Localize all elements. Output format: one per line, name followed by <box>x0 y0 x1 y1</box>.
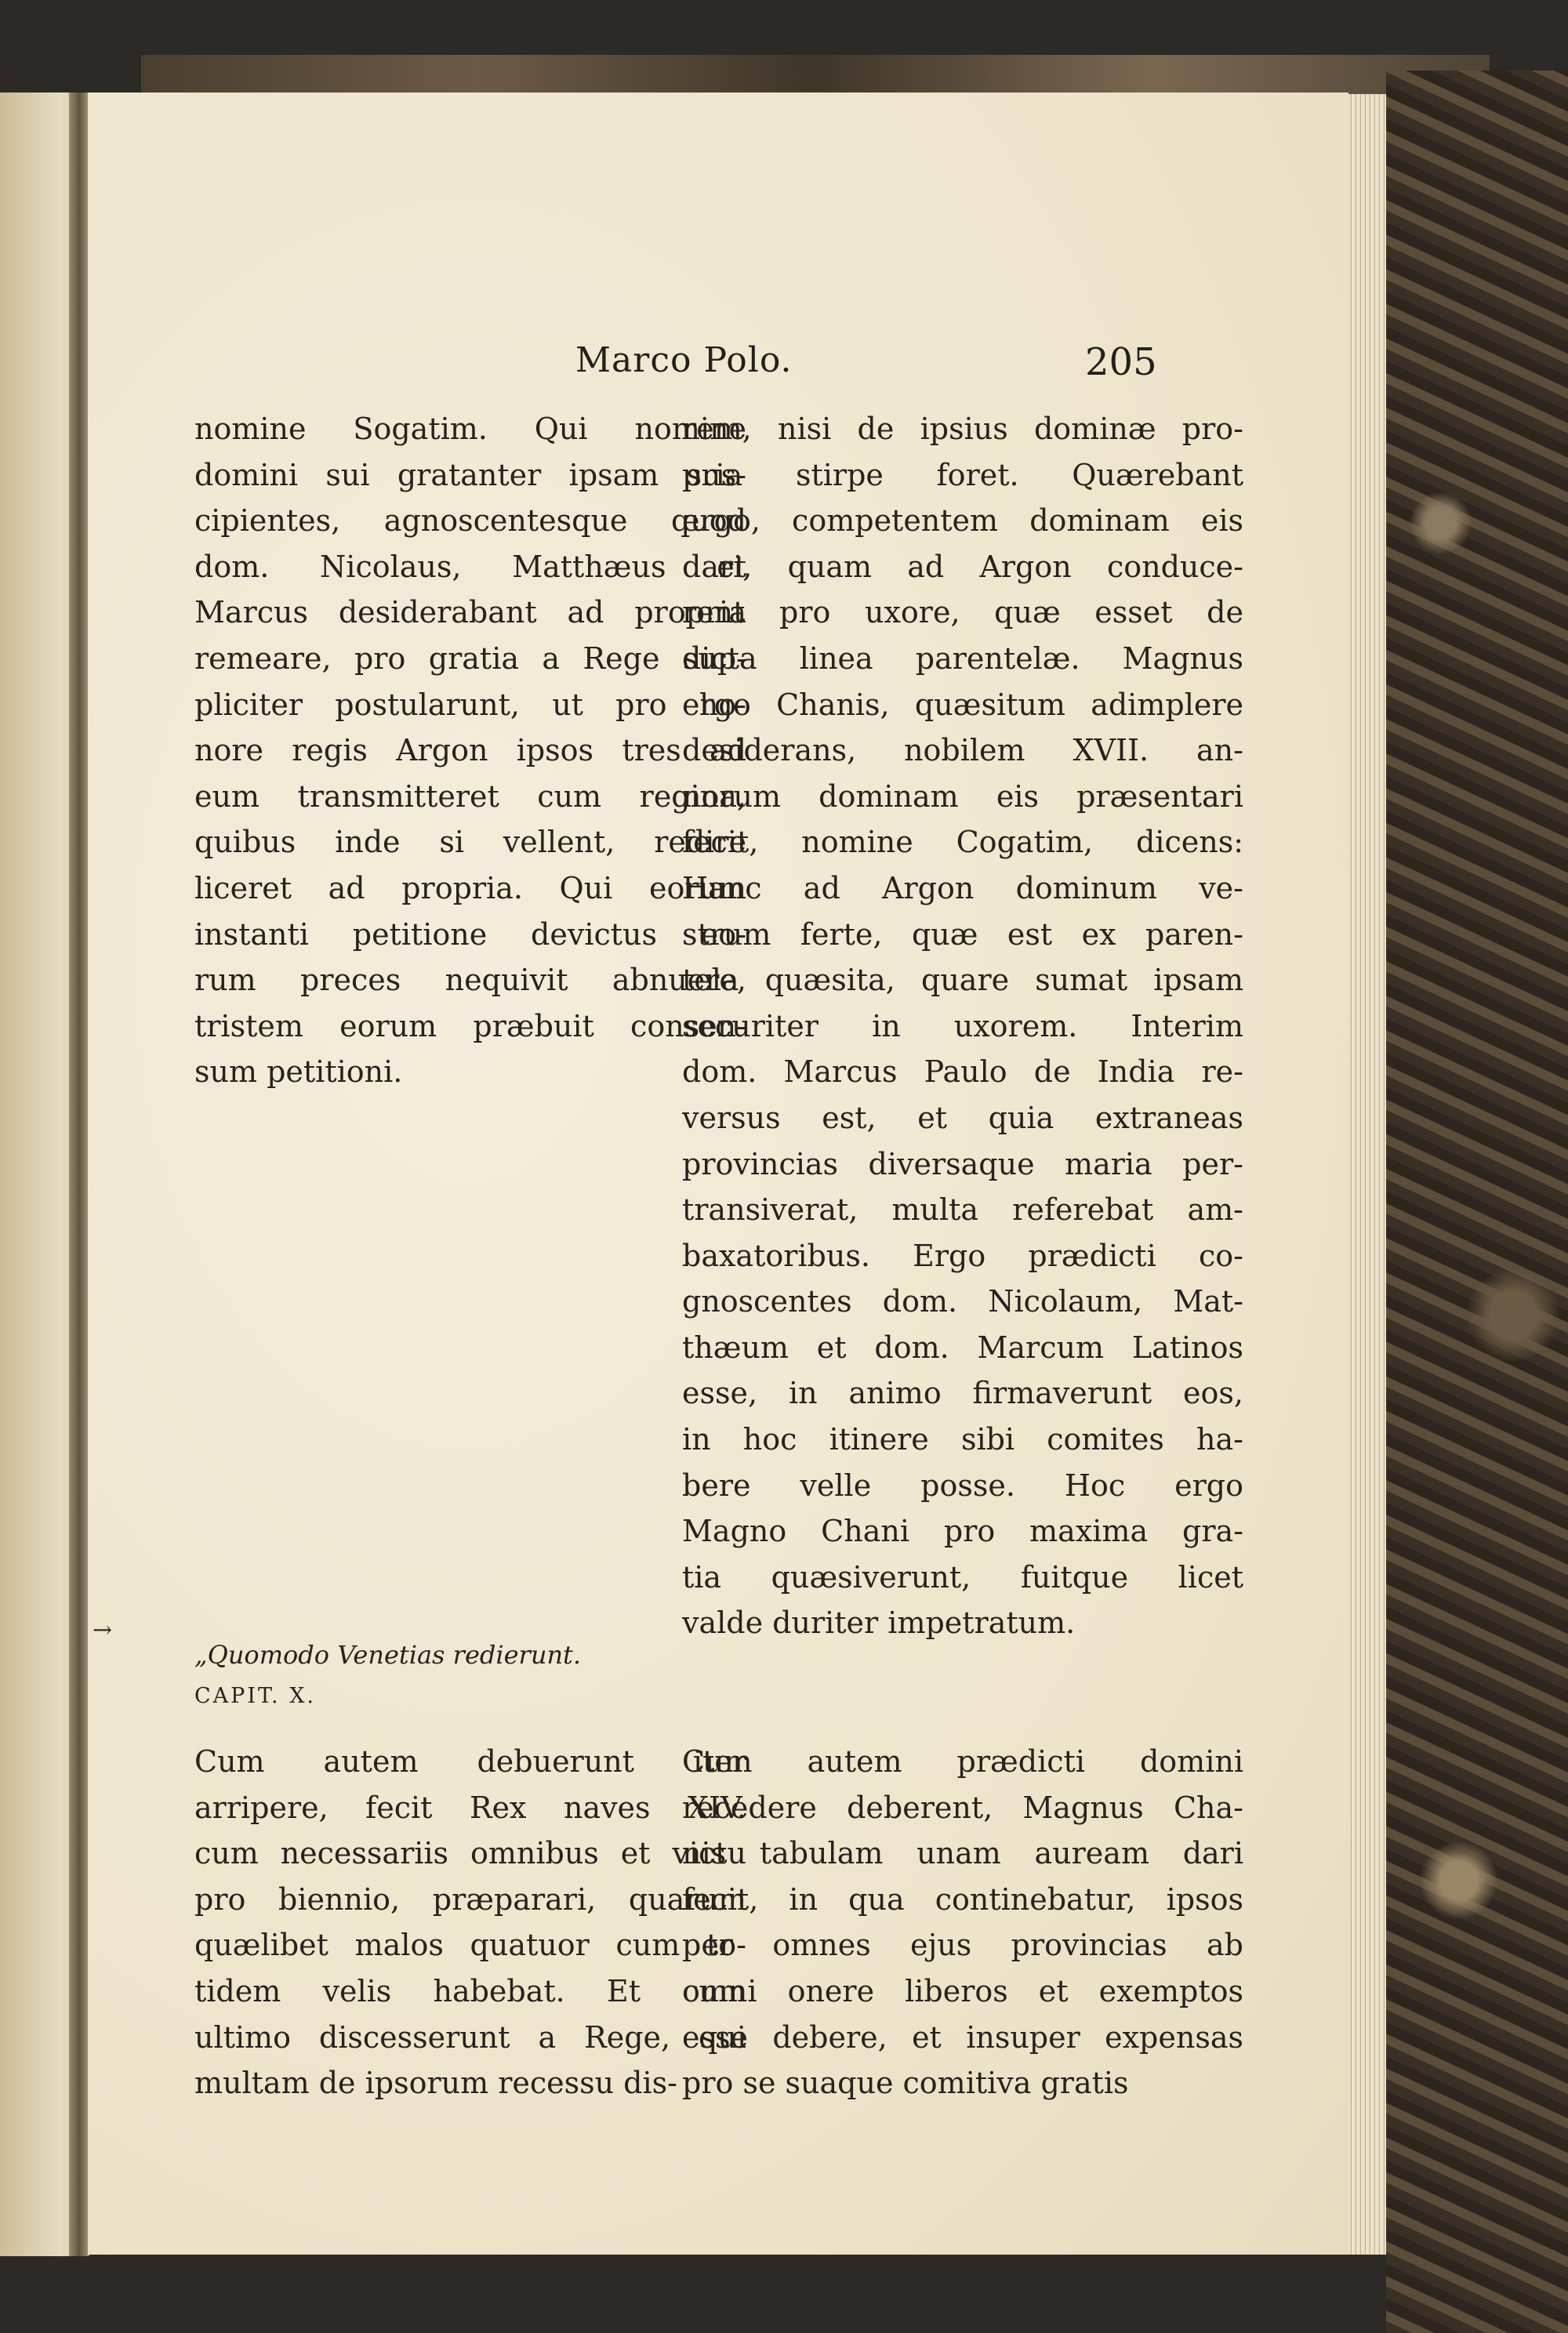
text-line: valde duriter impetratum. <box>682 1606 1076 1641</box>
text-line: versus est, et quia extraneas <box>682 1100 1243 1135</box>
text-line: ultimo discesserunt a Rege, qui <box>194 2019 746 2055</box>
text-line: fecit, in qua continebatur, ipsos <box>682 1881 1243 1917</box>
text-line: baxatoribus. Ergo prædicti co- <box>682 1238 1243 1273</box>
text-line: omni onere liberos et exemptos <box>682 1973 1243 2008</box>
text-line: recedere deberent, Magnus Cha- <box>682 1790 1243 1825</box>
chapter-heading: „Quomodo Venetias redierunt. <box>194 1640 582 1670</box>
page-number: 205 <box>1085 340 1157 384</box>
text-line: tidem velis habebat. Et cum <box>194 1973 746 2008</box>
text-line: per omnes ejus provincias ab <box>682 1928 1243 1963</box>
text-line: transiverat, multa referebat am- <box>682 1192 1243 1228</box>
page-header <box>88 340 1348 395</box>
text-line: provincias diversaque maria per- <box>682 1146 1243 1181</box>
text-line: rum preces nequivit abnuere, <box>194 963 746 998</box>
text-line: nomine Sogatim. Qui nomine <box>194 412 746 446</box>
text-line: sum petitioni. <box>194 1054 403 1090</box>
text-line: desiderans, nobilem XVII. an- <box>682 733 1243 768</box>
text-line: Cum autem prædicti domini <box>682 1744 1243 1779</box>
text-line: securiter in uxorem. Interim <box>682 1008 1243 1043</box>
text-line: rent pro uxore, quæ esset de <box>682 595 1243 630</box>
text-line: esse, in animo firmaverunt eos, <box>682 1376 1243 1411</box>
running-title: Marco Polo. <box>575 340 793 380</box>
text-line: Hanc ad Argon dominum ve- <box>682 870 1243 905</box>
text-line: thæum et dom. Marcum Latinos <box>682 1330 1243 1365</box>
text-line: cipientes, agnoscentesque quod <box>194 503 746 539</box>
text-line: rem, nisi de ipsius dominæ pro- <box>682 412 1243 446</box>
book-gutter <box>69 93 89 2256</box>
text-line: instanti petitione devictus eo- <box>194 916 746 952</box>
text-line: quibus inde si vellent, redire <box>194 825 746 860</box>
text-line: norum dominam eis præsentari <box>682 778 1243 814</box>
text-line: gnoscentes dom. Nicolaum, Mat- <box>682 1284 1243 1319</box>
text-line: dom. Nicolaus, Matthæus et <box>194 549 746 584</box>
text-line: dicta linea parentelæ. Magnus <box>682 640 1243 676</box>
text-line: esse debere, et insuper expensas <box>682 2019 1243 2055</box>
book-page <box>88 93 1348 2255</box>
page-edges <box>1348 94 1386 2255</box>
text-line: strum ferte, quæ est ex paren- <box>682 916 1243 952</box>
text-line: tela quæsita, quare sumat ipsam <box>682 963 1243 998</box>
text-line: nore regis Argon ipsos tres ad <box>194 733 746 768</box>
text-line: pria stirpe foret. Quærebant <box>682 457 1243 492</box>
text-line: multam de ipsorum recessu dis- <box>194 2066 677 2101</box>
text-line: dom. Marcus Paulo de India re- <box>682 1054 1243 1090</box>
text-line: tristem eorum præbuit consen- <box>194 1008 746 1043</box>
text-line: quælibet malos quatuor cum to- <box>194 1928 746 1963</box>
text-line: cum necessariis omnibus et victu <box>194 1836 746 1871</box>
text-line: Cum autem debuerunt iter <box>194 1744 746 1779</box>
right-column-2 <box>682 1739 1243 2106</box>
chapter-label: CAPIT. X. <box>194 1684 316 1708</box>
text-line: remeare, pro gratia a Rege sup- <box>194 640 746 676</box>
text-line: ergo Chanis, quæsitum adimplere <box>682 687 1243 722</box>
text-line: ergo, competentem dominam eis <box>682 503 1243 539</box>
text-line: eum transmitteret cum regina, <box>194 778 746 814</box>
text-line: fecit, nomine Cogatim, dicens: <box>682 825 1243 860</box>
text-line: domini sui gratanter ipsam sus- <box>194 457 746 492</box>
text-line: in hoc itinere sibi comites ha- <box>682 1422 1243 1457</box>
margin-mark: → <box>93 1616 113 1644</box>
text-line: nis tabulam unam auream dari <box>682 1836 1243 1871</box>
right-column <box>682 406 1243 1646</box>
left-column <box>194 406 746 1095</box>
marbled-cover <box>1386 71 1568 2333</box>
text-line: dari, quam ad Argon conduce- <box>682 549 1243 584</box>
text-line: arripere, fecit Rex naves XIV. <box>194 1790 746 1825</box>
text-line: pro se suaque comitiva gratis <box>682 2066 1129 2101</box>
text-line: pliciter postularunt, ut pro ho- <box>194 687 746 722</box>
left-column-2 <box>194 1739 746 2106</box>
text-line: Magno Chani pro maxima gra- <box>682 1514 1243 1549</box>
text-line: liceret ad propria. Qui eorum <box>194 870 746 905</box>
text-line: Marcus desiderabant ad propria <box>194 595 746 630</box>
text-line: tia quæsiverunt, fuitque licet <box>682 1559 1243 1595</box>
text-line: pro biennio, præparari, quarum <box>194 1881 746 1917</box>
text-line: bere velle posse. Hoc ergo <box>682 1468 1243 1503</box>
